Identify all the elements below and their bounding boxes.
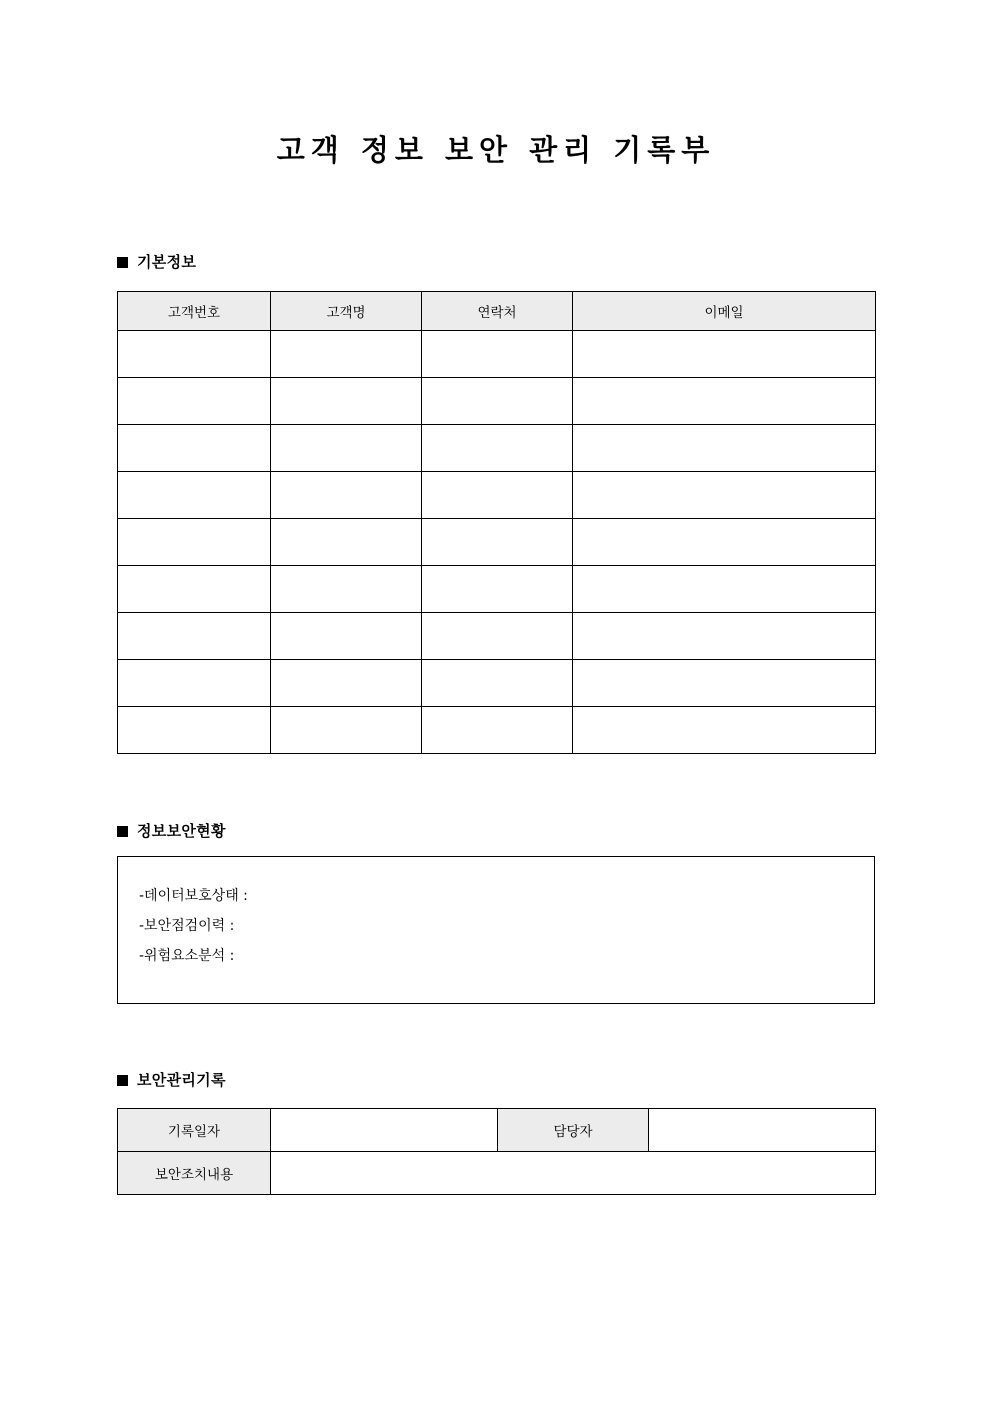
cell-email[interactable] <box>573 331 876 378</box>
table-row <box>118 566 876 613</box>
cell-contact[interactable] <box>422 378 573 425</box>
square-bullet-icon <box>117 1075 128 1086</box>
cell-email[interactable] <box>573 707 876 754</box>
security-status-line-risk-analysis: -위험요소분석 : <box>139 948 235 964</box>
section-heading-security-status-label: 정보보안현황 <box>137 822 226 840</box>
table-row <box>118 331 876 378</box>
security-status-line-audit-history: -보안점검이력 : <box>139 918 235 934</box>
cell-email[interactable] <box>573 613 876 660</box>
cell-customer-name[interactable] <box>271 425 422 472</box>
cell-customer-name[interactable] <box>271 613 422 660</box>
security-record-table-body <box>118 1109 876 1195</box>
table-row <box>118 378 876 425</box>
section-heading-basic-info-label: 기본정보 <box>137 253 197 271</box>
table-row <box>118 660 876 707</box>
cell-customer-number[interactable] <box>118 660 271 707</box>
column-header-email: 이메일 <box>573 292 876 331</box>
cell-customer-name[interactable] <box>271 566 422 613</box>
table-row <box>118 613 876 660</box>
cell-contact[interactable] <box>422 472 573 519</box>
cell-customer-number[interactable] <box>118 707 271 754</box>
section-heading-basic-info <box>117 255 196 270</box>
square-bullet-icon <box>117 826 128 837</box>
basic-info-table <box>117 291 876 754</box>
cell-customer-name[interactable] <box>271 331 422 378</box>
table-row <box>118 519 876 566</box>
cell-customer-number[interactable] <box>118 613 271 660</box>
cell-customer-number[interactable] <box>118 378 271 425</box>
cell-customer-name[interactable] <box>271 472 422 519</box>
cell-record-date-value[interactable] <box>271 1109 498 1152</box>
cell-contact[interactable] <box>422 613 573 660</box>
cell-email[interactable] <box>573 519 876 566</box>
cell-customer-name[interactable] <box>271 660 422 707</box>
cell-customer-number[interactable] <box>118 425 271 472</box>
row-label-person-in-charge: 담당자 <box>498 1109 649 1152</box>
security-record-table <box>117 1108 876 1195</box>
row-label-security-action-details: 보안조치내용 <box>118 1152 271 1195</box>
security-status-lines <box>118 857 874 971</box>
cell-security-action-details-value[interactable] <box>271 1152 876 1195</box>
cell-contact[interactable] <box>422 425 573 472</box>
column-header-customer-name: 고객명 <box>271 292 422 331</box>
cell-person-in-charge-value[interactable] <box>649 1109 876 1152</box>
row-label-record-date: 기록일자 <box>118 1109 271 1152</box>
cell-email[interactable] <box>573 425 876 472</box>
cell-email[interactable] <box>573 472 876 519</box>
cell-customer-number[interactable] <box>118 331 271 378</box>
cell-customer-number[interactable] <box>118 519 271 566</box>
table-row <box>118 425 876 472</box>
cell-customer-name[interactable] <box>271 707 422 754</box>
cell-customer-number[interactable] <box>118 472 271 519</box>
cell-customer-name[interactable] <box>271 519 422 566</box>
security-status-line-data-protection: -데이터보호상태 : <box>139 888 248 904</box>
table-row <box>118 472 876 519</box>
cell-contact[interactable] <box>422 331 573 378</box>
cell-contact[interactable] <box>422 519 573 566</box>
security-status-box[interactable] <box>117 856 875 1004</box>
table-header-row <box>118 292 876 331</box>
cell-contact[interactable] <box>422 660 573 707</box>
table-row <box>118 707 876 754</box>
cell-contact[interactable] <box>422 707 573 754</box>
cell-customer-number[interactable] <box>118 566 271 613</box>
column-header-contact: 연락처 <box>422 292 573 331</box>
square-bullet-icon <box>117 257 128 268</box>
section-heading-security-status <box>117 824 226 839</box>
section-heading-security-record <box>117 1073 226 1088</box>
cell-email[interactable] <box>573 566 876 613</box>
cell-email[interactable] <box>573 660 876 707</box>
cell-email[interactable] <box>573 378 876 425</box>
section-heading-security-record-label: 보안관리기록 <box>137 1071 226 1089</box>
basic-info-table-body <box>118 331 876 754</box>
page-title: 고객 정보 보안 관리 기록부 <box>276 133 716 167</box>
table-row <box>118 1152 876 1195</box>
cell-contact[interactable] <box>422 566 573 613</box>
cell-customer-name[interactable] <box>271 378 422 425</box>
table-row <box>118 1109 876 1152</box>
column-header-customer-number: 고객번호 <box>118 292 271 331</box>
